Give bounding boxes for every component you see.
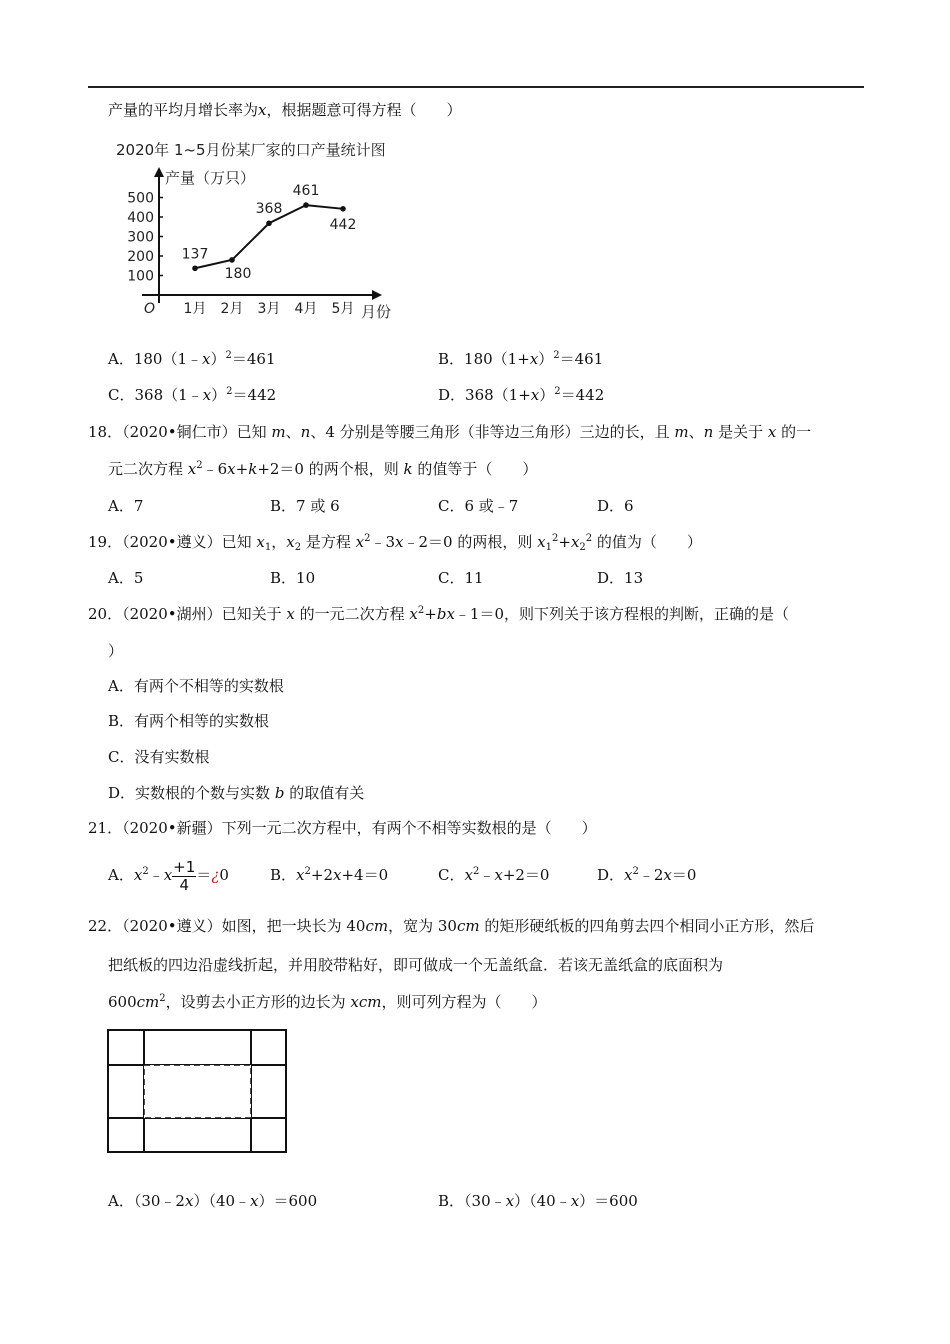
q17-option-c[interactable]: C．368（1﹣x）$^2$＝442 <box>108 386 277 404</box>
q19-stem: 19．（2020•遵义）已知 $x_1$，$x_2$ 是方程 $x^2﹣3x﹣2=0$ 的两根，则 $x_1^2+x_2^2$ 的值为（ ） <box>88 533 702 553</box>
q22-stem-line2: 把纸板的四边沿虚线折起，并用胶带粘好，即可做成一个无盖纸盒．若该无盖纸盒的底面积为 <box>108 956 724 974</box>
q17-option-d[interactable]: D．$368(1+x)^2=442$ <box>438 386 605 404</box>
q22-stem-line3: $600cm^2$，设剪去小正方形的边长为 xcm，则可列方程为（ ） <box>108 993 547 1011</box>
q22-stem-line1: 22．（2020•遵义）如图，把一块长为 40cm，宽为 30cm 的矩形硬纸板的四角剪去四个相同小正方形，然后 <box>88 917 815 935</box>
q19-option-d[interactable]: D．13 <box>597 569 644 587</box>
data-point <box>340 206 346 212</box>
q20-option-c[interactable]: C．没有实数根 <box>108 748 210 766</box>
y-tick-label: 400 <box>127 210 154 226</box>
data-point <box>229 257 235 263</box>
y-axis-label: 产量（万只） <box>165 169 256 187</box>
q20-option-b[interactable]: B．有两个相等的实数根 <box>108 712 270 730</box>
q19-option-b[interactable]: B．10 <box>270 569 316 587</box>
q21-option-c[interactable]: C．$x^2﹣x+2=0$ <box>438 866 550 884</box>
y-axis-arrow <box>154 167 164 177</box>
q20-option-d[interactable]: D．实数根的个数与实数 b 的取值有关 <box>108 784 365 802</box>
q21-option-b[interactable]: B．$x^2+2x+4=0$ <box>270 866 389 884</box>
fraction: $\frac{+1}{4}$ <box>173 857 196 894</box>
production-line-chart <box>108 135 408 335</box>
q21-stem: 21．（2020•新疆）下列一元二次方程中，有两个不相等实数根的是（ ） <box>88 819 597 837</box>
x-axis-arrow <box>372 290 382 300</box>
q19-option-a[interactable]: A．5 <box>108 569 144 587</box>
data-point <box>303 202 309 208</box>
data-point <box>192 265 198 271</box>
q18-option-d[interactable]: D．6 <box>597 497 634 515</box>
q18-option-a[interactable]: A．7 <box>108 497 144 515</box>
q21-option-a[interactable]: A．$x^2﹣x$ $\frac{+1}{4}$ ＝¿0 <box>108 857 229 894</box>
q20-stem-line1: 20．（2020•湖州）已知关于 x 的一元二次方程 $x^2+bx﹣1=0$，则下列关于该方程根的判断，正确的是（ <box>88 605 789 623</box>
q20-stem-line2: ） <box>108 642 124 660</box>
q18-stem-line2: 元二次方程 $x^2﹣6x+k+2=0$ 的两个根，则 k 的值等于（ ） <box>108 460 538 478</box>
origin-label: O <box>144 301 156 317</box>
q17-option-b[interactable]: B．$180(1+x)^2=461$ <box>438 350 604 368</box>
q22-option-b[interactable]: B．（30﹣x）（40﹣x）＝600 <box>438 1192 638 1210</box>
x-tick-label: 3月 <box>257 301 281 317</box>
x-tick-label: 1月 <box>183 301 207 317</box>
y-tick-label: 500 <box>127 190 154 207</box>
x-tick-label: 4月 <box>294 301 318 317</box>
data-label: 368 <box>255 201 283 218</box>
data-label: 442 <box>329 216 357 233</box>
y-tick-label: 300 <box>127 229 154 246</box>
y-tick-label: 100 <box>127 268 154 285</box>
data-label: 180 <box>224 265 252 282</box>
data-label: 461 <box>292 183 320 200</box>
y-tick-label: 200 <box>127 249 154 265</box>
cardboard-diagram <box>106 1028 288 1154</box>
q20-option-a[interactable]: A．有两个不相等的实数根 <box>108 677 284 695</box>
q17-stem-tail: 产量的平均月增长率为x，根据题意可得方程（ ） <box>108 101 462 119</box>
q21-option-d[interactable]: D．$x^2﹣2x=0$ <box>597 866 697 884</box>
x-tick-label: 2月 <box>220 301 244 317</box>
q18-option-c[interactable]: C．6 或﹣7 <box>438 497 519 515</box>
x-axis-label: 月份 <box>361 303 392 321</box>
x-tick-label: 5月 <box>331 301 355 317</box>
q19-option-c[interactable]: C．11 <box>438 569 484 587</box>
chart-title: 2020年 1~5月份某厂家的口产量统计图 <box>116 141 386 159</box>
header-rule <box>88 86 864 88</box>
data-point <box>266 220 272 226</box>
q18-stem-line1: 18．（2020•铜仁市）已知 m、n、4 分别是等腰三角形（非等边三角形）三边的长，且 m、n 是关于 x 的一 <box>88 423 812 441</box>
q18-option-b[interactable]: B．7 或 6 <box>270 497 340 515</box>
q22-option-a[interactable]: A．（30﹣2x）（40﹣x）＝600 <box>108 1192 318 1210</box>
q17-option-a[interactable]: A．180（1﹣x）$^2$＝461 <box>108 350 276 368</box>
data-label: 137 <box>181 246 209 263</box>
fold-line-dashed <box>144 1065 251 1118</box>
